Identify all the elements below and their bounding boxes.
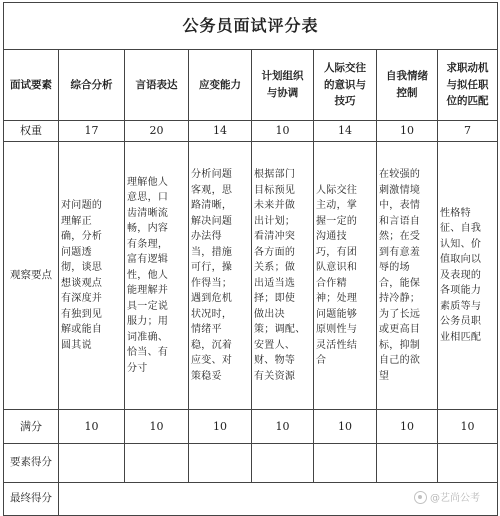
element-score-cell[interactable]	[59, 444, 125, 483]
full-score-value: 10	[59, 410, 125, 444]
final-score-label: 最终得分	[4, 483, 59, 516]
watermark-text: @艺尚公考	[430, 492, 480, 504]
observation-text: 分析问题 客观，思 路清晰， 解决问题 办法得 当，措施 可行，操 作得当； 遇到危机 状况时， 情绪平 稳，沉着 应变、对 策稳妥	[191, 169, 233, 382]
element-score-label: 要素得分	[4, 444, 59, 483]
observation-label: 观察要点	[4, 142, 59, 410]
full-score-row	[4, 410, 498, 444]
full-score-value: 10	[125, 410, 189, 444]
observation-text: 对问题的 理解正 确，分析 问题透 彻，谈思 想谈观点 有深度并 有独到见 解或能自 圆其说	[61, 200, 103, 351]
watermark-logo-icon	[414, 491, 427, 504]
element-score-cell[interactable]	[189, 444, 252, 483]
observation-cell	[189, 142, 252, 410]
element-score-cell[interactable]	[125, 444, 189, 483]
observation-text: 理解他人 意思，口 齿清晰流 畅，内容 有条理， 富有逻辑 性，他人 能理解并 具一定说 服力；用 词准确、 恰当、有 分寸	[127, 176, 169, 374]
element-score-cell[interactable]	[314, 444, 377, 483]
header-col: 自我情绪 控制	[377, 50, 438, 121]
observation-cell	[252, 142, 314, 410]
weight-value: 10	[252, 121, 314, 142]
header-col: 应变能力	[189, 50, 252, 121]
observation-row	[4, 142, 498, 410]
weight-value: 14	[189, 121, 252, 142]
weight-row	[4, 121, 498, 142]
observation-text: 性格特 征、自我 认知、价 值取向以 及表现的 各项能力 素质等与 公务员职 业相匹配	[440, 207, 482, 343]
full-score-value: 10	[377, 410, 438, 444]
table-title: 公务员面试评分表	[4, 3, 498, 50]
weight-value: 10	[377, 121, 438, 142]
full-score-value: 10	[314, 410, 377, 444]
header-row	[4, 50, 498, 121]
header-col: 言语表达	[125, 50, 189, 121]
full-score-label: 满分	[4, 410, 59, 444]
observation-cell	[438, 142, 498, 410]
header-col: 求职动机 与拟任职 位的匹配	[438, 50, 498, 121]
weight-value: 17	[59, 121, 125, 142]
element-score-cell[interactable]	[252, 444, 314, 483]
element-score-cell[interactable]	[438, 444, 498, 483]
full-score-value: 10	[252, 410, 314, 444]
weight-value: 7	[438, 121, 498, 142]
observation-cell	[59, 142, 125, 410]
observation-cell	[125, 142, 189, 410]
header-col: 综合分析	[59, 50, 125, 121]
full-score-value: 10	[189, 410, 252, 444]
header-col: 计划组织 与协调	[252, 50, 314, 121]
element-score-cell[interactable]	[377, 444, 438, 483]
watermark	[414, 489, 480, 505]
header-col: 人际交往 的意识与 技巧	[314, 50, 377, 121]
observation-cell	[314, 142, 377, 410]
observation-text: 人际交往 主动，掌 握一定的 沟通技 巧，有团 队意识和 合作精 神；处理 问题能够 原则性与 灵活性结 合	[316, 184, 358, 366]
observation-text: 在较强的 刺激情境 中，表情 和言语自 然；在受 到有意羞 辱的场 合，能保 持冷静； 为了长远 或更高目 标，抑制 自己的欲 望	[379, 169, 421, 382]
element-score-row	[4, 444, 498, 483]
weight-value: 14	[314, 121, 377, 142]
observation-cell	[377, 142, 438, 410]
header-label: 面试要素	[4, 50, 59, 121]
full-score-value: 10	[438, 410, 498, 444]
weight-value: 20	[125, 121, 189, 142]
interview-score-table	[3, 2, 498, 516]
observation-text: 根据部门 目标预见 未来并做 出计划； 看清冲突 各方面的 关系；做 出适当选 择；即使 做出决 策；调配、 安置人、 财、物等 有关资源	[254, 169, 306, 382]
weight-label: 权重	[4, 121, 59, 142]
